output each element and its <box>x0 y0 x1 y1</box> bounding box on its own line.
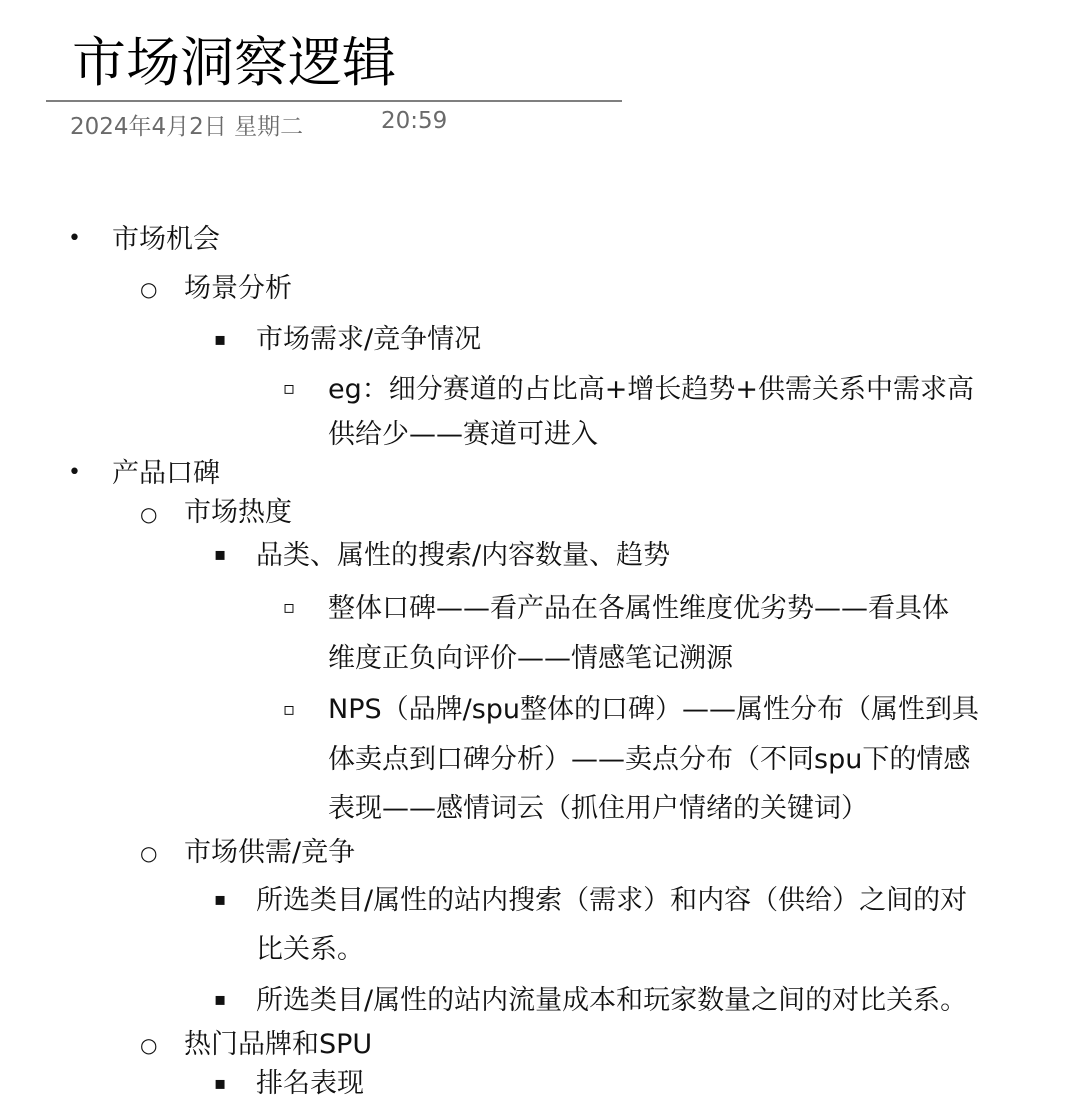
outline-item-eg-line1: eg：细分赛道的占比高+增长趋势+供需关系中需求高 <box>328 374 974 405</box>
outline-item-eg-line2: 供给少——赛道可进入 <box>328 419 598 450</box>
bullet-square: ▪ <box>214 889 227 910</box>
page-time: 20:59 <box>381 108 448 134</box>
bullet-square: ▪ <box>214 544 227 565</box>
outline-item-nps-line1: NPS（品牌/spu整体的口碑）——属性分布（属性到具 <box>328 694 980 725</box>
bullet-square: ▪ <box>214 1073 227 1094</box>
outline-item-market-heat: 市场热度 <box>184 497 292 528</box>
outline-item-ratio-line2: 比关系。 <box>256 934 364 965</box>
bullet-square: ▪ <box>214 989 227 1010</box>
title-divider <box>46 100 622 102</box>
bullet-circle: ○ <box>140 1033 158 1057</box>
outline-item-market-opportunity: 市场机会 <box>112 224 220 255</box>
outline-item-search-volume: 品类、属性的搜索/内容数量、趋势 <box>256 540 671 571</box>
outline-item-product-reputation: 产品口碑 <box>112 458 220 489</box>
page-title: 市场洞察逻辑 <box>72 31 396 94</box>
bullet-hollow-square: ▫ <box>283 699 296 720</box>
outline-item-overall-line1: 整体口碑——看产品在各属性维度优劣势——看具体 <box>328 593 949 624</box>
bullet-square: ▪ <box>214 329 227 350</box>
outline-item-ranking: 排名表现 <box>256 1068 364 1099</box>
bullet-hollow-square: ▫ <box>283 378 296 399</box>
bullet-circle: ○ <box>140 277 158 301</box>
bullet-disc: • <box>68 460 81 485</box>
outline-item-supply-demand: 市场供需/竞争 <box>184 837 356 868</box>
page-date: 2024年4月2日 星期二 <box>70 114 304 140</box>
outline-item-demand-competition: 市场需求/竞争情况 <box>256 324 482 355</box>
outline-item-nps-line2: 体卖点到口碑分析）——卖点分布（不同spu下的情感 <box>328 744 971 775</box>
outline-item-ratio-line1: 所选类目/属性的站内搜索（需求）和内容（供给）之间的对 <box>256 885 968 916</box>
bullet-circle: ○ <box>140 502 158 526</box>
bullet-disc: • <box>68 226 81 251</box>
bullet-hollow-square: ▫ <box>283 597 296 618</box>
outline-item-nps-line3: 表现——感情词云（抓住用户情绪的关键词） <box>328 793 868 824</box>
outline-item-scene-analysis: 场景分析 <box>184 273 292 304</box>
outline-item-hot-brands: 热门品牌和SPU <box>184 1029 373 1060</box>
outline-item-overall-line2: 维度正负向评价——情感笔记溯源 <box>328 643 733 674</box>
bullet-circle: ○ <box>140 841 158 865</box>
outline-item-traffic-cost: 所选类目/属性的站内流量成本和玩家数量之间的对比关系。 <box>256 985 968 1016</box>
